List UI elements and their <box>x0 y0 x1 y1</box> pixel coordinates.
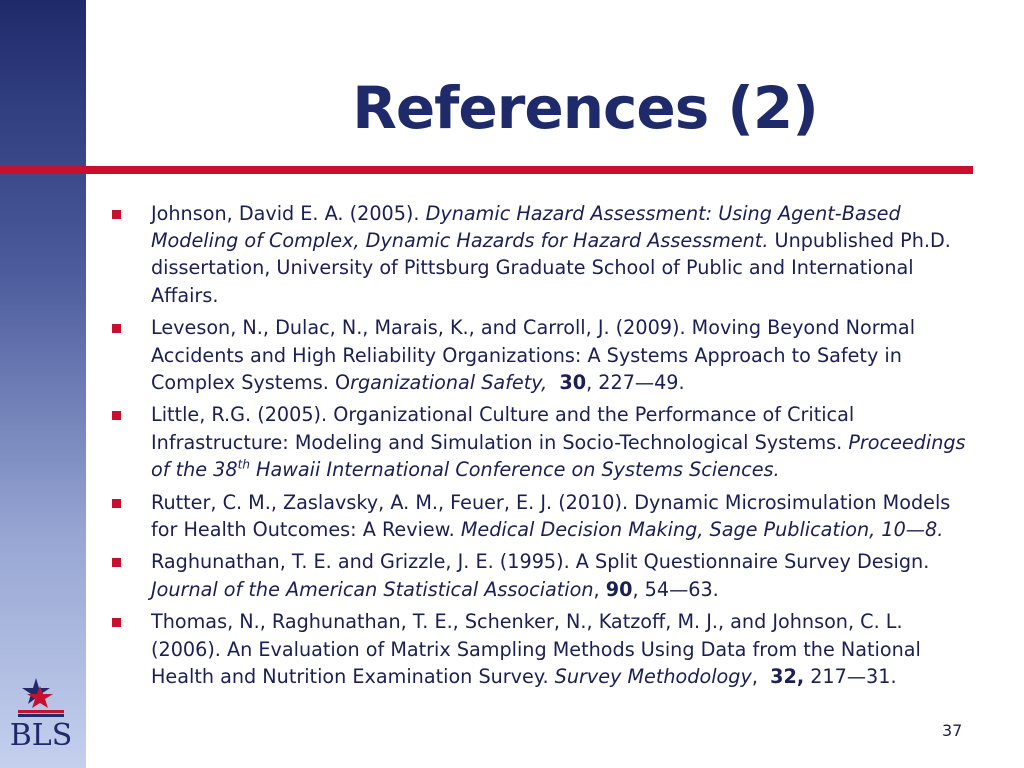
bullet-icon <box>112 499 121 508</box>
reference-text: Thomas, N., Raghunathan, T. E., Schenker, N., Katzoff, M. J., and Johnson, C. L. (2006). An Evaluation of Matrix Sampling Methods Using Data from the National Health and Nutrition Examination Survey. <box>151 610 921 688</box>
ordinal-superscript: th <box>237 457 250 472</box>
reference-journal: Proceedings of the 38 <box>151 430 966 481</box>
reference-text: Little, R.G. (2005). Organizational Culture and the Performance of Critical Infrastructure: Modeling and Simulation in Socio-Technological Systems. <box>151 403 855 454</box>
reference-text <box>547 371 559 394</box>
reference-text: Rutter, C. M., Zaslavsky, A. M., Feuer, E. J. (2010). Dynamic Microsimulation Models for Health Outcomes: A Review. <box>151 490 951 541</box>
left-sidebar-band <box>0 0 86 768</box>
bls-logo-text: BLS <box>9 718 73 753</box>
page-number: 37 <box>942 721 963 740</box>
bullet-icon <box>112 324 121 333</box>
bullet-icon <box>112 558 121 567</box>
reference-item-little <box>106 401 966 483</box>
bullet-icon <box>112 210 121 219</box>
reference-pages: , 54—63. <box>632 577 719 601</box>
reference-pages: , 227—49. <box>586 370 685 394</box>
reference-list <box>106 200 966 695</box>
reference-item-leveson <box>106 314 966 396</box>
title-divider <box>0 166 973 174</box>
reference-item-rutter <box>106 489 966 543</box>
page-title: References (2) <box>352 74 818 142</box>
reference-journal: Medical Decision Making, Sage Publication, 10—8. <box>460 517 944 541</box>
reference-volume: 30 <box>559 370 587 394</box>
reference-item-thomas <box>106 608 966 690</box>
reference-item-johnson <box>106 200 966 309</box>
bullet-icon <box>112 618 121 627</box>
reference-title: Dynamic Hazard Assessment: Using Agent-Based Modeling of Complex, Dynamic Hazards for Hazard Assessment. <box>151 202 901 253</box>
bullet-icon <box>112 411 121 420</box>
reference-pages: 217—31. <box>804 664 897 688</box>
reference-text: , <box>751 664 771 688</box>
reference-text: Johnson, David E. A. (2005). <box>151 202 426 225</box>
reference-journal: Hawaii International Conference on Systems Sciences. <box>249 457 780 481</box>
reference-item-raghunathan <box>106 548 966 602</box>
reference-journal: rganizational Safety, <box>350 370 548 394</box>
reference-journal: Survey Methodology <box>554 664 752 688</box>
reference-journal: Journal of the American Statistical Association <box>151 577 594 601</box>
reference-text: , <box>593 577 606 601</box>
reference-volume: 32, <box>770 664 805 688</box>
reference-text: Unpublished Ph.D. dissertation, University of Pittsburg Graduate School of Public and International Affairs. <box>151 229 951 307</box>
reference-text: Raghunathan, T. E. and Grizzle, J. E. (1995). A Split Questionnaire Survey Design. <box>151 550 930 574</box>
reference-volume: 90 <box>605 577 633 601</box>
reference-text: Leveson, N., Dulac, N., Marais, K., and Carroll, J. (2009). Moving Beyond Normal Accidents and High Reliability Organizations: A Systems Approach to Safety in Complex Systems. O <box>151 316 916 394</box>
